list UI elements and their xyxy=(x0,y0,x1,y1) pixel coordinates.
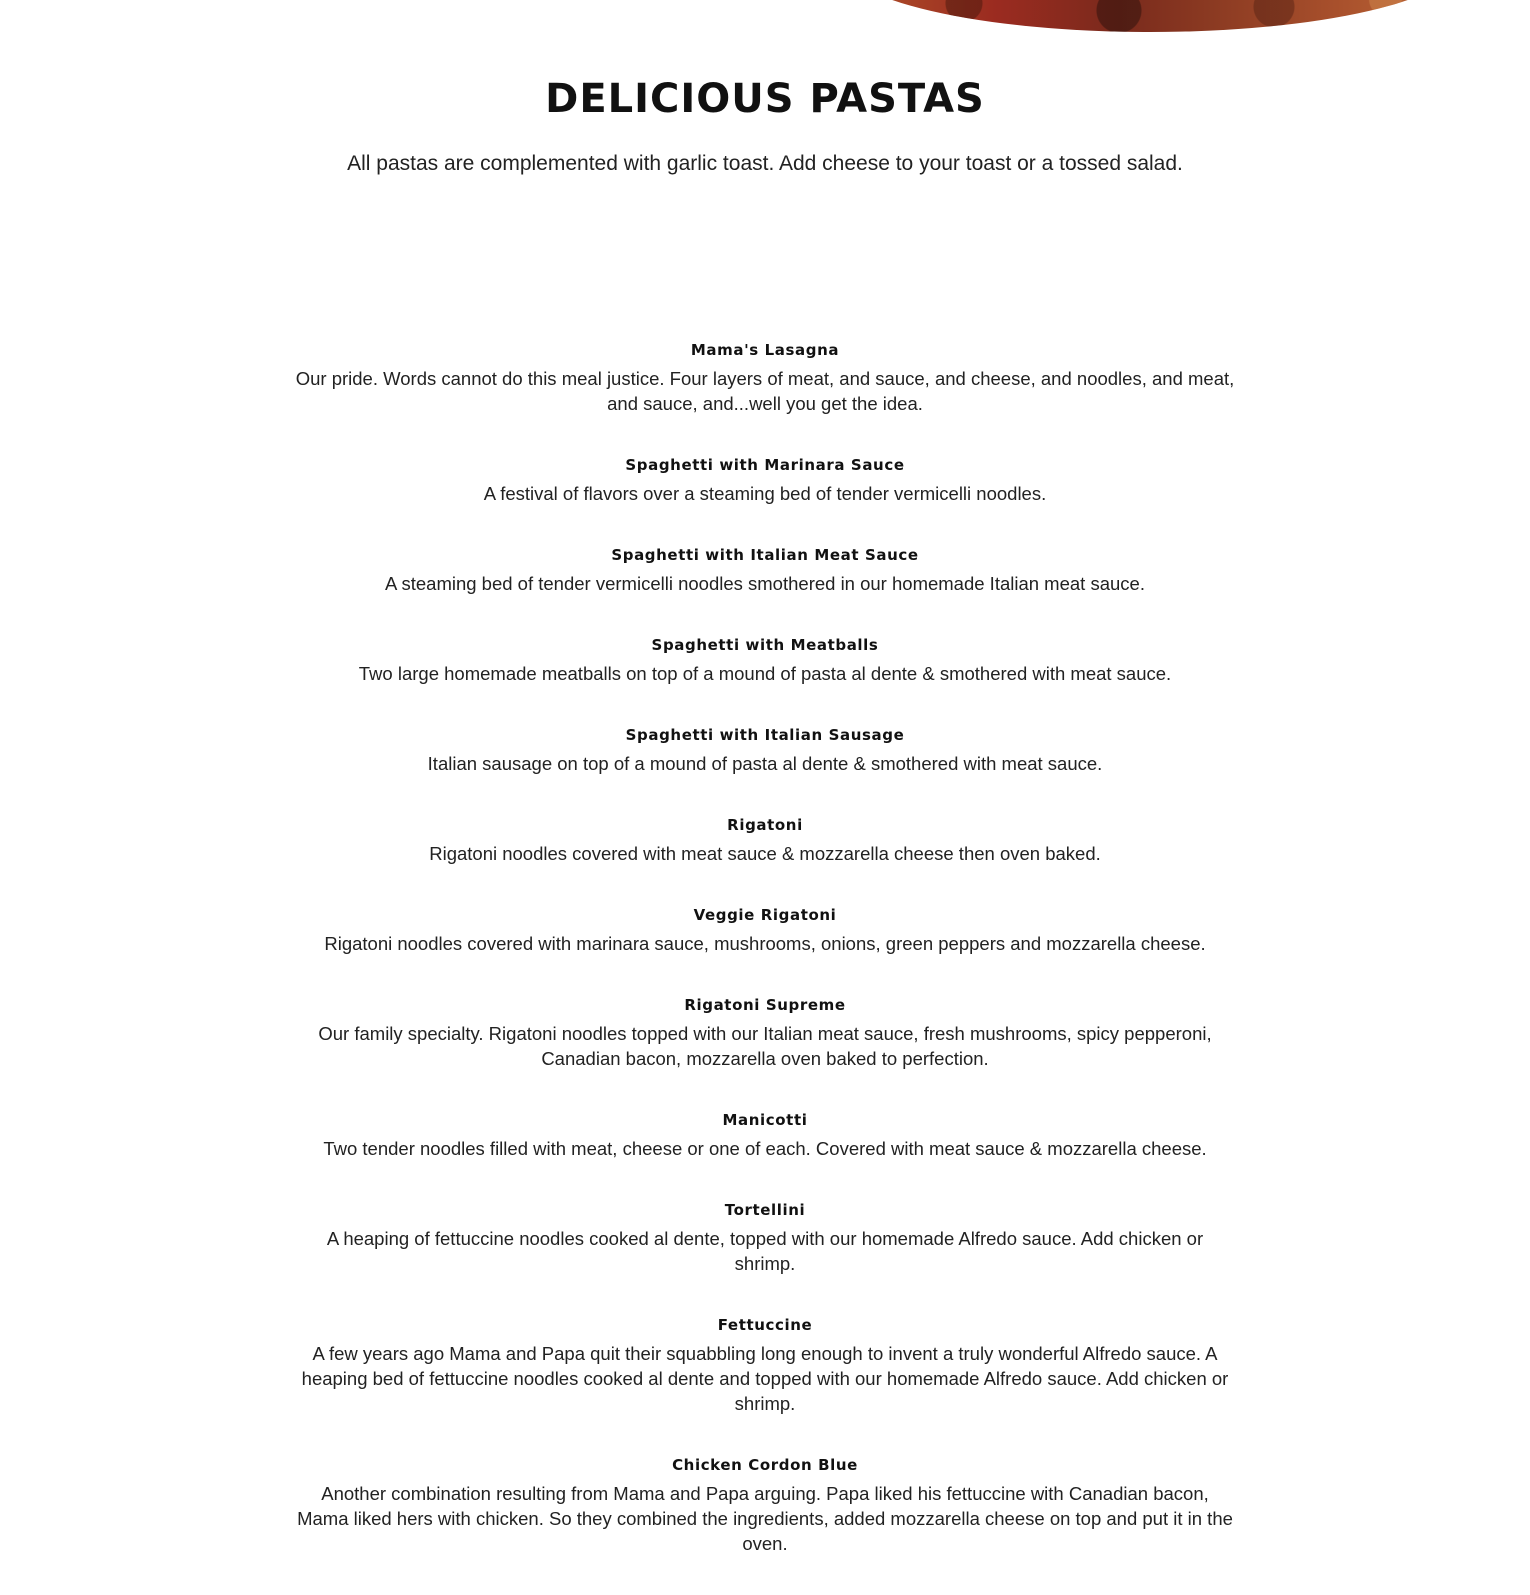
menu-item-name: Spaghetti with Marinara Sauce xyxy=(625,456,905,474)
menu-item xyxy=(295,1315,1235,1416)
menu-item-name: Spaghetti with Meatballs xyxy=(651,636,879,654)
menu-item-description: Two large homemade meatballs on top of a mound of pasta al dente & smothered with meat sauce. xyxy=(358,663,1172,684)
menu-item-description: A festival of flavors over a steaming bed of tender vermicelli noodles. xyxy=(483,483,1047,504)
menu-item-name: Rigatoni Supreme xyxy=(684,996,846,1014)
menu-item xyxy=(295,340,1235,416)
menu-item-name: Chicken Cordon Blue xyxy=(672,1456,858,1474)
menu-item-name: Tortellini xyxy=(724,1201,806,1219)
menu-item-description: A few years ago Mama and Papa quit their squabbling long enough to invent a truly wonderful Alfredo sauce. A heaping bed of fettuccine noodles cooked al dente and topped with our homemade Alfredo sauce. Add chicken or shrimp. xyxy=(301,1343,1229,1414)
menu-item-description: Our pride. Words cannot do this meal justice. Four layers of meat, and sauce, and cheese, and noodles, and meat, and sauce, and...well you get the idea. xyxy=(295,368,1235,414)
menu-item-name: Rigatoni xyxy=(727,816,803,834)
menu-item-description: A steaming bed of tender vermicelli noodles smothered in our homemade Italian meat sauce. xyxy=(385,573,1145,594)
menu-item xyxy=(295,815,1235,866)
menu-item-description: Two tender noodles filled with meat, cheese or one of each. Covered with meat sauce & mozzarella cheese. xyxy=(323,1138,1207,1159)
menu-item-name: Veggie Rigatoni xyxy=(693,906,837,924)
menu-item xyxy=(295,1455,1235,1556)
hero-food-image xyxy=(840,0,1460,32)
menu-item-description: Rigatoni noodles covered with marinara sauce, mushrooms, onions, green peppers and mozzarella cheese. xyxy=(324,933,1206,954)
menu-item xyxy=(295,635,1235,686)
menu-item-description: Rigatoni noodles covered with meat sauce & mozzarella cheese then oven baked. xyxy=(429,843,1101,864)
menu-item-name: Fettuccine xyxy=(717,1316,813,1334)
menu-item xyxy=(295,725,1235,776)
page-subtitle: All pastas are complemented with garlic toast. Add cheese to your toast or a tossed salad. xyxy=(347,152,1183,175)
menu-item xyxy=(295,455,1235,506)
menu-item-description: Another combination resulting from Mama and Papa arguing. Papa liked his fettuccine with Canadian bacon, Mama liked hers with chicken. So they combined the ingredients, added mozzarella cheese on top and put it in the oven. xyxy=(297,1483,1233,1554)
menu-item-name: Mama's Lasagna xyxy=(690,341,840,359)
menu-item xyxy=(295,1110,1235,1161)
menu-item-name: Manicotti xyxy=(722,1111,808,1129)
menu-item xyxy=(295,995,1235,1071)
menu-item-description: A heaping of fettuccine noodles cooked al dente, topped with our homemade Alfredo sauce. Add chicken or shrimp. xyxy=(326,1228,1204,1274)
menu-item-name: Spaghetti with Italian Sausage xyxy=(625,726,905,744)
menu-item-description: Our family specialty. Rigatoni noodles topped with our Italian meat sauce, fresh mushrooms, spicy pepperoni, Canadian bacon, mozzarella oven baked to perfection. xyxy=(318,1023,1212,1069)
menu-item-description: Italian sausage on top of a mound of pasta al dente & smothered with meat sauce. xyxy=(427,753,1103,774)
menu-item xyxy=(295,1200,1235,1276)
pasta-menu-list xyxy=(295,340,1235,1595)
menu-item-name: Spaghetti with Italian Meat Sauce xyxy=(611,546,919,564)
menu-item xyxy=(295,905,1235,956)
menu-item xyxy=(295,545,1235,596)
page-title: DELICIOUS PASTAS xyxy=(545,76,985,122)
